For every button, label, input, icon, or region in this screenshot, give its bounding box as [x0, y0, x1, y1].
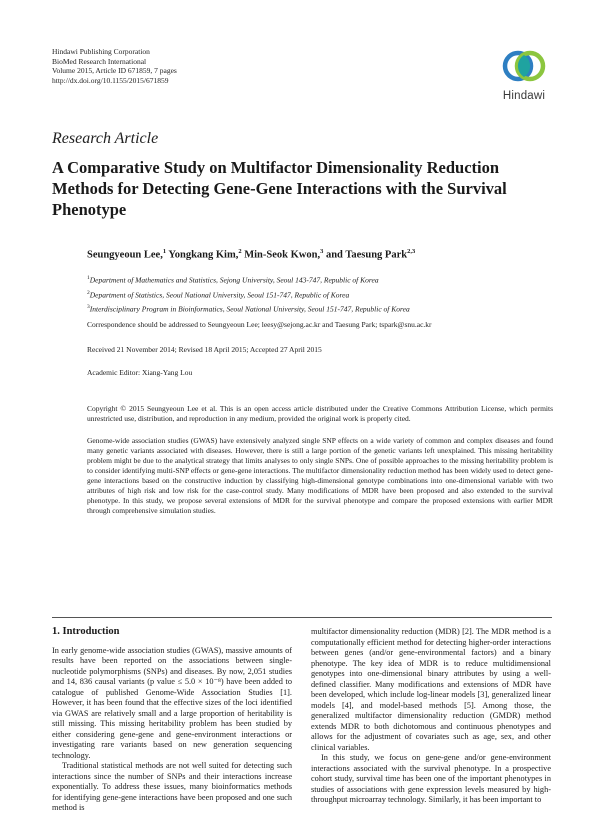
affiliation-number: 1 — [87, 275, 90, 281]
affiliation-marker: 3 — [320, 248, 324, 255]
hindawi-logo-text: Hindawi — [502, 90, 546, 102]
correspondence-note: Correspondence should be addressed to Seungyeoun Lee; leesy@sejong.ac.kr and Taesung Park; tspark@snu.ac.kr — [87, 320, 432, 329]
author-name: Min-Seok Kwon, — [241, 249, 321, 261]
author-name: and Taesung Park — [323, 249, 408, 261]
body-paragraph: Traditional statistical methods are not well suited for detecting such interactions since the number of SNPs and their interactions increase exponentially. To address these issues, many bioinformatics methods for identifying gene-gene interactions have been proposed and one such method is — [52, 761, 292, 812]
author-list — [87, 248, 415, 261]
affiliation-item — [87, 272, 410, 287]
right-column — [311, 627, 551, 806]
publisher-name: Hindawi Publishing Corporation — [52, 47, 150, 56]
volume-info: Volume 2015, Article ID 671859, 7 pages — [52, 66, 177, 75]
academic-editor: Academic Editor: Xiang-Yang Lou — [87, 368, 193, 377]
author-name: Yongkang Kim, — [166, 249, 239, 261]
journal-masthead — [52, 47, 177, 85]
affiliation-item — [87, 287, 410, 302]
hindawi-logo — [494, 40, 554, 106]
affiliation-text: Department of Mathematics and Statistics, Sejong University, Seoul 143-747, Republic of Korea — [89, 275, 379, 285]
body-paragraph: In this study, we focus on gene-gene and/or gene-environment interactions associated with the survival phenotype. In a prospective cohort study, survival time has been one of the important phenotypes in studies of associations with gene expression levels measured by high-throughput microarray technology. Similarly, it has been important to — [311, 753, 551, 804]
affiliation-marker: 1 — [162, 248, 167, 255]
doi-link[interactable]: http://dx.doi.org/10.1155/2015/671859 — [52, 75, 169, 85]
affiliation-number: 2 — [87, 289, 90, 296]
affiliation-number: 3 — [87, 304, 90, 310]
affiliation-text: Department of Statistics, Seoul National University, Seoul 151-747, Republic of Korea — [89, 290, 350, 299]
body-paragraph: In early genome-wide association studies (GWAS), massive amounts of results have been reported on the associations between single-nucleotide polymorphisms (SNPs) and diseases. By now, 2,051 studies and 14, 836 causal variants (p value ≤ 5.0 × 10⁻⁸) have been added to catalogue of published Genome-Wide Association Studies [1]. However, it has been found that the effective sizes of the loci identified via GWAS are relatively small and a large proportion of heritability is still missing. This missing heritability problem has been studied by either considering gene-gene and gene-environment interactions or investigating rare variants based on new generation sequencing technology. — [52, 645, 292, 760]
section-heading: 1. Introduction — [52, 626, 120, 637]
affiliation-marker: 2 — [238, 248, 242, 255]
affiliation-text: Interdisciplinary Program in Bioinformatics, Seoul National University, Seoul 151-747, Republic of Korea — [89, 304, 410, 314]
hindawi-logo-icon — [494, 40, 554, 90]
article-type: Research Article — [52, 130, 159, 147]
body-paragraph: multifactor dimensionality reduction (MDR) [2]. The MDR method is a computationally efficient method for detecting higher-order interactions between genes (and/or gene-environmental factors) and a binary phenotype. The key idea of MDR is to reduce multidimensional genotypes into one-dimensional binary attributes by using a well-defined classifier. Many modifications and extensions of MDR have been developed, which include log-linear models [3], generalized linear models [4], and model-based methods [5]. Among those, the generalized multifactor dimensionality reduction (GMDR) method extends MDR to both dichotomous and continuous phenotypes and allows for the adjustment of covariates such as age, sex, and other clinical variables. — [311, 627, 551, 752]
section-divider — [52, 617, 552, 618]
affiliation-list — [87, 272, 410, 316]
paper-title: A Comparative Study on Multifactor Dimensionality Reduction Methods for Detecting Gene-Gene Interactions with the Survival Phenotype — [52, 158, 507, 219]
history-dates: Received 21 November 2014; Revised 18 April 2015; Accepted 27 April 2015 — [87, 345, 322, 354]
abstract-text: Genome-wide association studies (GWAS) have extensively analyzed single SNP effects on a wide variety of common and complex diseases and found many genetic variants associated with diseases. However, there is still a large portion of the genetic variants left unexplained. This missing heritability problem might be due to the analytical strategy that limits analyses to only single SNPs. One of possible approaches to the missing heritability problem is to consider identifying multi-SNP effects or gene-gene interactions. The multifactor dimensionality reduction method has been widely used to detect gene-gene interactions based on the constructive induction by classifying high-dimensional genotype combinations into one-dimensional variable with two attributes of high risk and low risk for the case-control study. Many modifications of MDR have been proposed and also extended to the survival phenotype. In this study, we propose several extensions of MDR for the survival phenotype and compare the proposed extensions with earlier MDR through comprehensive simulation studies. — [87, 436, 553, 515]
affiliation-item — [87, 301, 410, 316]
copyright-notice: Copyright © 2015 Seungyeoun Lee et al. This is an open access article distributed under the Creative Commons Attribution License, which permits unrestricted use, distribution, and reproduction in any medium, provided the original work is properly cited. — [87, 404, 553, 423]
journal-name: BioMed Research International — [52, 56, 147, 66]
author-name: Seungyeoun Lee, — [87, 249, 163, 261]
affiliation-marker: 2,3 — [407, 248, 416, 255]
left-column — [52, 627, 292, 814]
